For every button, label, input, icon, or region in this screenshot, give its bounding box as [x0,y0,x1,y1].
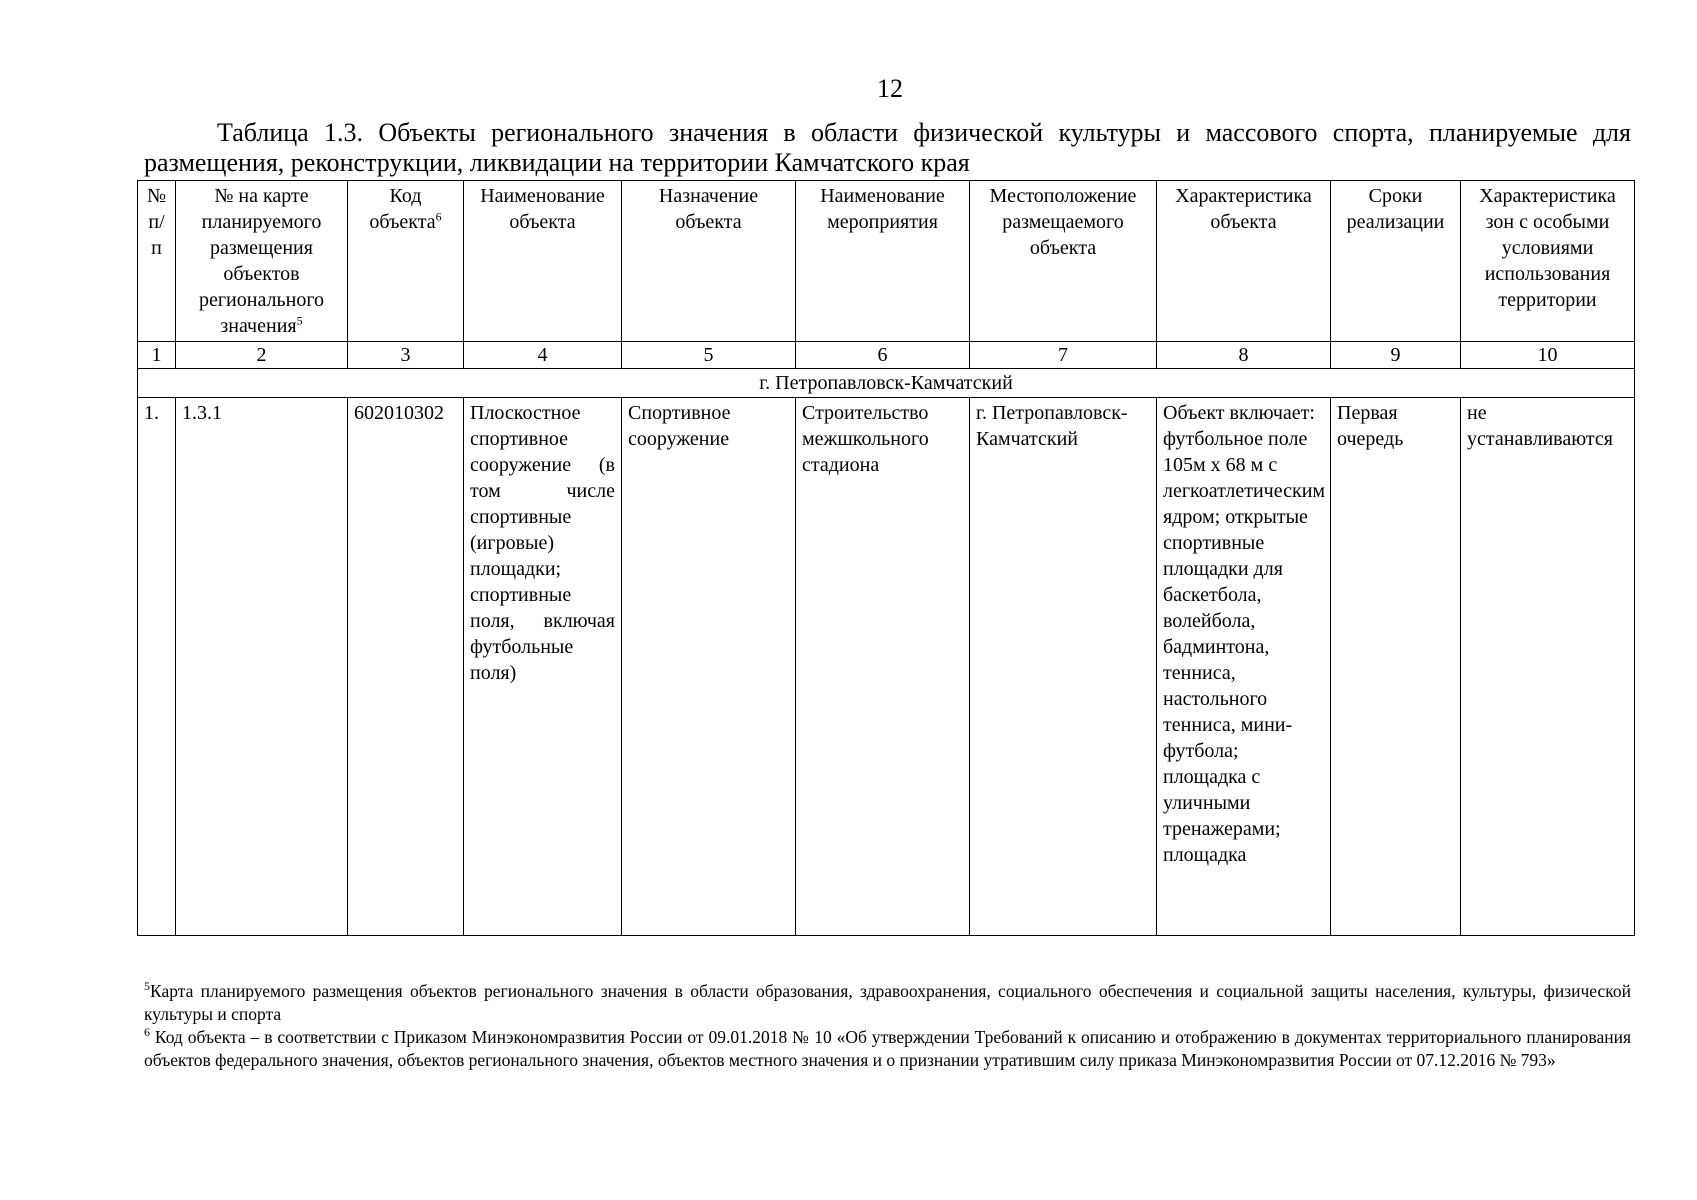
table-row [138,398,1635,936]
column-number-row [138,342,1635,369]
region-heading: г. Петропавловск-Камчатский [138,369,1635,398]
footnote-6 [144,1026,1631,1072]
header-cell-name: Наименование объекта [464,181,622,342]
column-number: 3 [348,342,464,369]
objects-table [137,180,1635,936]
cell-code: 602010302 [348,398,464,936]
cell-map-no: 1.3.1 [176,398,348,936]
region-row [138,369,1635,398]
footnote-ref-5: 5 [296,313,303,328]
footnote-5 [144,980,1631,1026]
column-number: 8 [1157,342,1331,369]
cell-purpose: Спортивное сооружение [622,398,796,936]
page-number: 12 [877,74,903,103]
header-cell-terms: Сроки реализации [1331,181,1461,342]
column-number: 5 [622,342,796,369]
column-number: 7 [970,342,1157,369]
footnote-mark: 6 [144,1025,150,1040]
header-cell-location: Местоположение размещаемого объекта [970,181,1157,342]
column-number: 2 [176,342,348,369]
header-cell-event: Наименование мероприятия [796,181,970,342]
column-number: 4 [464,342,622,369]
footnote-mark: 5 [144,979,150,994]
footnote-text: Карта планируемого размещения объектов регионального значения в области образования, здравоохранения, социального обеспечения и социальной защиты населения, культуры, физической культуры и спорта [144,981,1631,1024]
column-number: 6 [796,342,970,369]
cell-terms: Первая очередь [1331,398,1461,936]
header-cell-purpose: Назначение объекта [622,181,796,342]
cell-name: Плоскостное спортивное сооружение (в том числе спортивные (игровые) площадки; спортивные поля, включая футбольные поля) [464,398,622,936]
cell-location: г. Петропавловск-Камчатский [970,398,1157,936]
footnotes [144,980,1631,1072]
column-number: 1 [138,342,176,369]
cell-characteristics: Объект включает: футбольное поле 105м х 68 м с легкоатлетическим ядром; открытые спортивные площадки для баскетбола, волейбола, бадминтона, тенниса, настольного тенниса, мини-футбола; площадка с уличными тренажерами; площадка [1157,398,1331,936]
cell-event: Строительство межшкольного стадиона [796,398,970,936]
table-header-row [138,181,1635,342]
footnote-text: Код объекта – в соответствии с Приказом Минэкономразвития России от 09.01.2018 № 10 «Об утверждении Требований к описанию и отображению в документах территориального планирования объектов федерального значения, объектов регионального значения, объектов местного значения и о признании утратившим силу приказа Минэкономразвития России от 07.12.2016 № 793» [144,1027,1631,1070]
header-cell-characteristics: Характеристика объекта [1157,181,1331,342]
column-number: 10 [1461,342,1635,369]
header-cell-zones: Характеристика зон с особыми условиями использования территории [1461,181,1635,342]
header-cell-map-no: № на карте планируемого размещения объектов регионального значения$^5$ [176,181,348,342]
cell-num: 1. [138,398,176,936]
header-cell-code: Код объекта$^6$ [348,181,464,342]
header-cell-num: № п/п [138,181,176,342]
footnote-ref-6: 6 [435,209,442,224]
column-number: 9 [1331,342,1461,369]
cell-zones: не устанавливаются [1461,398,1635,936]
table-caption: Таблица 1.3. Объекты регионального значения в области физической культуры и массового спорта, планируемые для размещения, реконструкции, ликвидации на территории Камчатского края [144,118,1631,177]
